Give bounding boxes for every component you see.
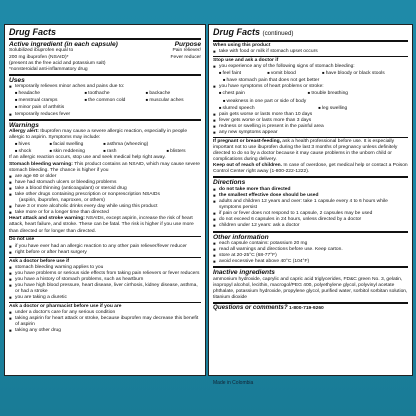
list-item: ■ trouble breathing: [308, 90, 408, 97]
list-item: ■ do not exceed 6 capsules in 24 hours, unless directed by a doctor: [213, 217, 408, 223]
divider: [9, 236, 201, 237]
list-item: ■ children under 12 years: ask a doctor: [213, 223, 408, 229]
list-item: ■ adults and children 12 years and over: take 1 capsule every 4 to 6 hours while symptoms persist: [213, 199, 408, 211]
list-item: ■ asthma (wheezing): [103, 141, 163, 148]
stomach-warning: [9, 162, 201, 174]
purpose-line: Pain reliever/: [172, 48, 201, 54]
allergy-lead: Allergy alert:: [9, 129, 39, 135]
continued-label: (continued): [262, 30, 294, 37]
stomach-lead: Stomach bleeding warning:: [9, 161, 73, 167]
divider: [213, 231, 408, 233]
list-item: ■ pain gets worse or lasts more than 10 days: [213, 112, 408, 118]
drug-facts-panel-right: [208, 24, 413, 376]
list-item: ■ feel faint: [219, 70, 264, 77]
list-item: ■ taking any other drug: [9, 328, 201, 334]
directions-header: Directions: [213, 179, 246, 187]
uses-list: [9, 90, 201, 111]
do-not-use-header: Do not use: [9, 237, 35, 243]
list-item: ■ you have a history of stomach problems, such as heartburn: [9, 277, 201, 283]
list-item: ■ weakness in one part or side of body: [213, 98, 408, 105]
list-item: ■ take more or for a longer time than directed: [9, 210, 201, 216]
list-item-continued: (aspirin, ibuprofen, naproxen, or others): [19, 198, 105, 204]
inactive-text: ammonium hydroxide, caprylic and capric acid triglycerides, FD&C green No. 3, gelatin, isopropyl alcohol, lecithin, macrogol/PEG 400, polyethylene glycol, polyvinyl acetate phthalate, potassium hydroxide, propylene glycol, purified water, sorbitol sorbitan solution, titanium dioxide: [213, 276, 408, 300]
active-line: Solubilized ibuprofen equal to: [9, 48, 74, 54]
keep-lead: Keep out of reach of children.: [213, 163, 283, 169]
list-item: ■ avoid excessive heat above 40°C (104°F): [213, 259, 408, 265]
ask-pharmacist-header: Ask a doctor or pharmacist before use if you are: [9, 303, 122, 309]
other-info-header: Other information: [213, 233, 269, 241]
active-line: (present as the free acid and potassium salt): [9, 60, 106, 66]
active-footnote: *nonsteroidal anti-inflammatory drug: [9, 66, 88, 72]
list-item: ■ rash: [103, 148, 163, 155]
list-item: ■ you have problems or serious side effects from taking pain relievers or fever reducers: [9, 271, 201, 277]
list-item: ■ fever gets worse or lasts more than 3 days: [213, 118, 408, 124]
list-item: ■ leg swelling: [318, 105, 408, 112]
divider: [9, 119, 201, 121]
pregnancy-text: ask a health professional before use. It is especially important not to use ibuprofen during the last 3 months of pregnancy unless definitely directed to do so by a doctor because it may cause problems in the unborn child or complications during delivery.: [213, 138, 398, 163]
questions-row: [213, 305, 408, 312]
pregnancy-lead: If pregnant or breast-feeding,: [213, 138, 281, 144]
list-item: ■ backache: [146, 90, 201, 97]
purpose-line: Fever reducer: [170, 54, 201, 60]
divider: [9, 302, 201, 303]
stop-use-header: Stop use and ask a doctor if: [213, 57, 279, 63]
list-item: ■ if you have ever had an allergic reaction to any other pain reliever/fever reducer: [9, 244, 201, 250]
allergy-symptoms: [9, 141, 201, 155]
made-in-label: Made in Colombia: [213, 380, 254, 386]
list-item: ■ toothache: [85, 90, 143, 97]
drug-facts-title: [213, 27, 408, 39]
allergy-alert: [9, 129, 201, 141]
list-item: ■ muscular aches: [146, 97, 201, 104]
list-item: ■ headache: [15, 90, 82, 97]
when-using-header: When using this product: [213, 43, 271, 48]
list-item: ■ slurred speech: [219, 105, 315, 112]
list-item: ■ the common cold: [85, 97, 143, 104]
list-item: ■ have 3 or more alcoholic drinks every day while using this product: [9, 204, 201, 210]
drug-facts-title-text: Drug Facts: [213, 27, 261, 37]
warnings-header: Warnings: [9, 121, 39, 129]
list-item: ■ read all warnings and directions before use. Keep carton.: [213, 247, 408, 253]
questions-phone: 1-800-719-9260: [288, 306, 324, 312]
active-ingredient-header: Active ingredient (in each capsule): [9, 41, 118, 48]
keep-text: In case of overdose, get medical help or contact a Poison Control Center right away (1-800-222-1222).: [213, 163, 408, 175]
uses-header: Uses: [9, 76, 25, 84]
list-item: ■ minor pain of arthritis: [15, 104, 82, 111]
ask-doctor-header: Ask a doctor before use if: [9, 258, 70, 264]
list-item: ■ taking aspirin for heart attack or stroke, because ibuprofen may decrease this benefit of aspirin: [9, 316, 201, 328]
list-item: ■ chest pain: [219, 90, 305, 97]
heart-text: NSAIDs, except aspirin, increase the risk of heart attack, heart failure, and stroke. These can be fatal. The risk is higher if you use more than directed or for longer than directed.: [9, 216, 194, 234]
list-item: ■ shock: [15, 148, 47, 155]
allergy-text: Ibuprofen may cause a severe allergic reaction, especially in people allergic to aspirin. Symptoms may include:: [9, 129, 188, 141]
list-item: ■ you are taking a diuretic: [9, 295, 201, 301]
list-item: ■ skin reddening: [50, 148, 101, 155]
list-item: ■ vomit blood: [267, 70, 319, 77]
list-item: ■ take other drugs containing prescription or nonprescription NSAIDs: [9, 192, 201, 198]
list-item: ■ redness or swelling is present in the painful area: [213, 124, 408, 130]
list-item: ■ have stomach pain that does not get better: [213, 77, 408, 84]
heart-signs-2: [213, 105, 408, 112]
heart-warning: [9, 216, 201, 234]
drug-facts-title: Drug Facts: [9, 27, 57, 37]
list-item: ■ if pain or fever does not respond to 1 capsule, 2 capsules may be used: [213, 211, 408, 217]
stomach-signs: [213, 70, 408, 77]
list-item: ■ the smallest effective dose should be used: [213, 193, 408, 199]
uses-fever: ■ temporarily reduces fever: [9, 112, 201, 118]
questions-label: Questions or comments?: [213, 304, 288, 312]
list-item: ■ hives: [15, 141, 47, 148]
list-item: ■ have had stomach ulcers or bleeding problems: [9, 180, 201, 186]
purpose-header: Purpose: [174, 41, 201, 48]
list-item: ■ do not take more than directed: [213, 187, 408, 193]
divider: [9, 74, 201, 76]
divider: [213, 266, 408, 268]
list-item: ■ any new symptoms appear: [213, 130, 408, 136]
list-item: ■ take a blood thinning (anticoagulant) or steroid drug: [9, 186, 201, 192]
list-item: ■ stomach bleeding warning applies to you: [9, 265, 201, 271]
list-item: ■ are age 60 or older: [9, 174, 201, 180]
allergy-after: If an allergic reaction occurs, stop use and seek medical help right away.: [9, 155, 166, 161]
inactive-header: Inactive ingredients: [213, 269, 275, 277]
list-item: ■ menstrual cramps: [15, 97, 82, 104]
stop-heart-intro: ■ you have symptoms of heart problems or stroke:: [213, 84, 408, 90]
divider: [213, 137, 408, 138]
stop-intro: ■ you experience any of the following signs of stomach bleeding:: [213, 64, 408, 70]
divider: [9, 257, 201, 258]
heart-signs: [213, 90, 408, 97]
divider: [213, 176, 408, 178]
uses-intro: ■ temporarily relieves minor aches and pains due to:: [9, 84, 201, 90]
list-item: ■ store at 20-25°C (68-77°F): [213, 253, 408, 259]
divider: [9, 38, 201, 40]
heart-lead: Heart attack and stroke warning:: [9, 216, 85, 222]
list-item: ■ each capsule contains: potassium 20 mg: [213, 241, 408, 247]
list-item: ■ right before or after heart surgery: [9, 250, 201, 256]
list-item: ■ have bloody or black stools: [322, 70, 408, 77]
list-item: ■ facial swelling: [50, 141, 101, 148]
stomach-text: This product contains an NSAID, which may cause severe stomach bleeding. The chance is higher if you: [9, 161, 200, 173]
pregnancy-warning: [213, 139, 408, 163]
list-item: ■ you have high blood pressure, heart disease, liver cirrhosis, kidney disease, asthma, or had a stroke: [9, 283, 201, 295]
list-item: ■ take with food or milk if stomach upset occurs: [213, 49, 408, 55]
divider: [213, 56, 408, 57]
keep-out-of-reach: [213, 163, 408, 175]
list-item: ■ blisters: [167, 148, 201, 155]
divider: [213, 40, 408, 42]
active-line: 200 mg ibuprofen (NSAID)*: [9, 54, 69, 60]
drug-facts-panel-left: [4, 24, 206, 376]
list-item: ■ under a doctor's care for any serious condition: [9, 310, 201, 316]
